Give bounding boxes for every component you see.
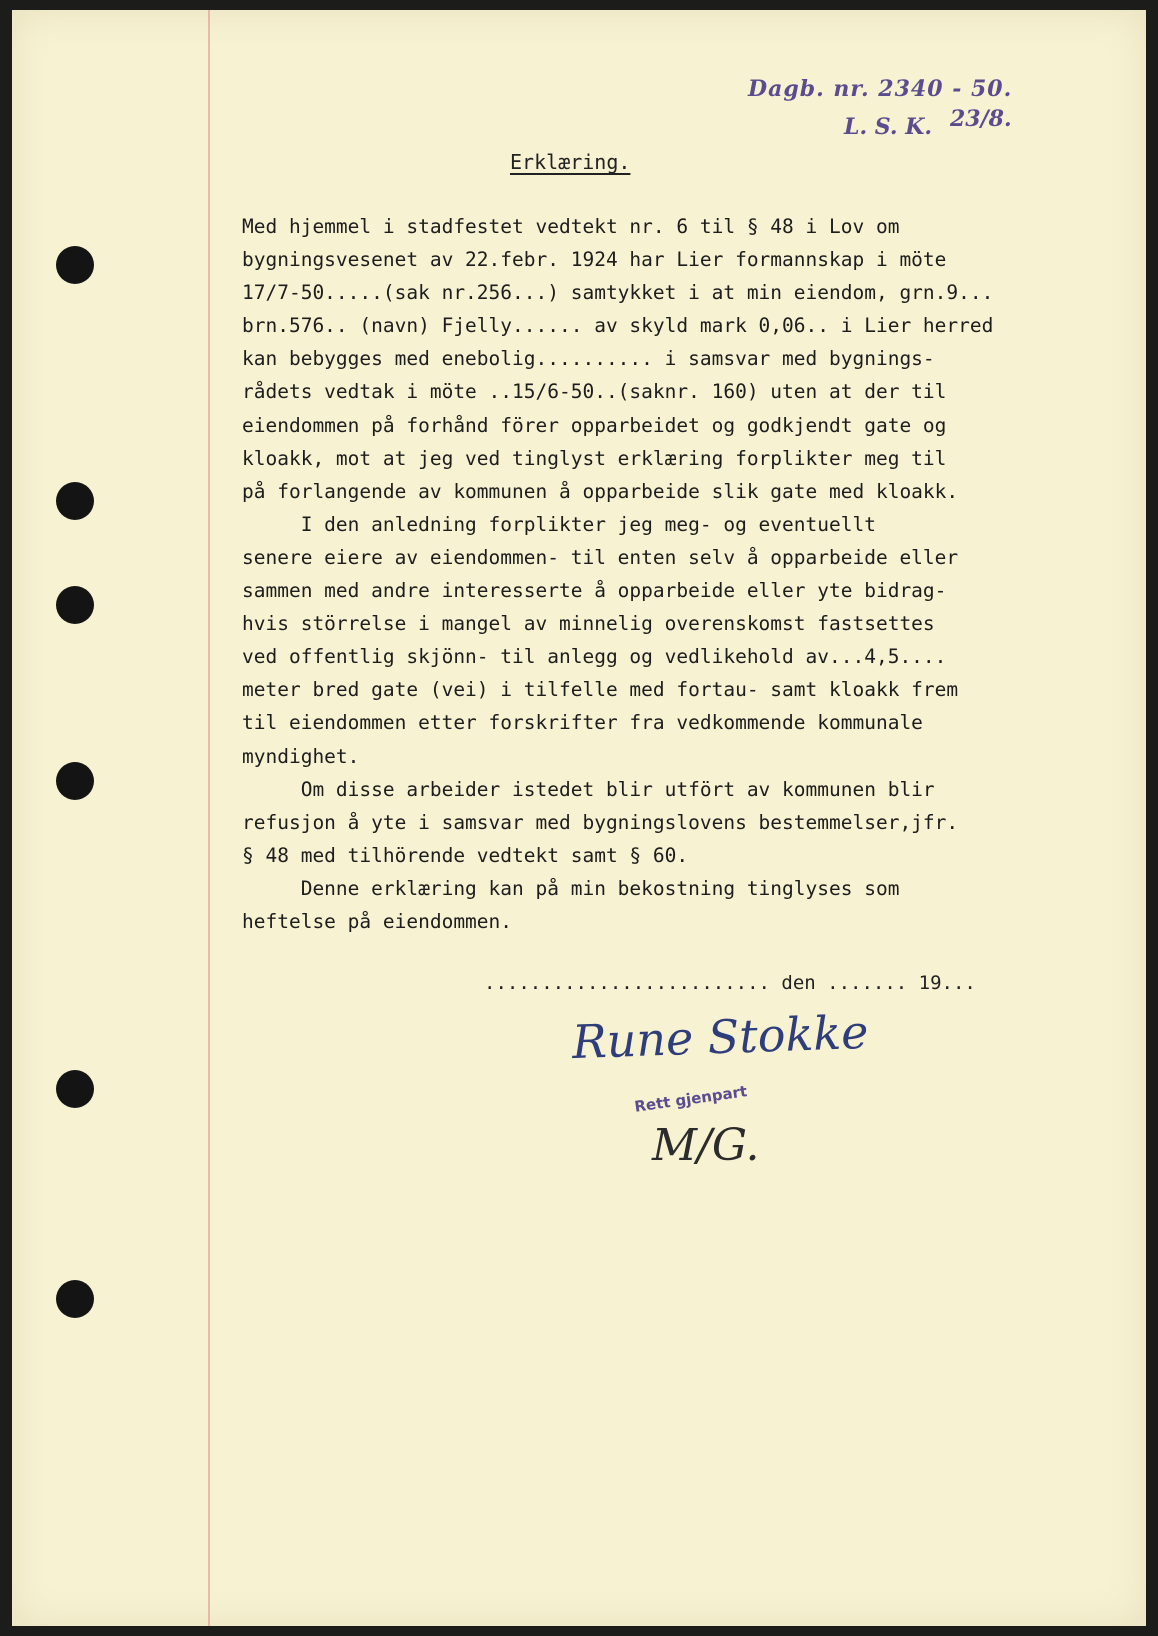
text-line: meter bred gate (vei) i tilfelle med fortau- samt kloakk frem xyxy=(242,678,959,702)
punch-hole xyxy=(56,482,94,520)
text-line: § 48 med tilhörende vedtekt samt § 60. xyxy=(242,843,689,867)
text-line: bygningsvesenet av 22.febr. 1924 har Lier formannskap i möte xyxy=(242,248,947,272)
punch-hole xyxy=(56,246,94,284)
text-line: Med hjemmel i stadfestet vedtekt nr. 6 til § 48 i Lov om xyxy=(242,215,900,238)
text-line: I den anledning forplikter jeg meg- og eventuellt xyxy=(242,512,876,536)
text-line: hvis störrelse i mangel av minnelig overenskomst fastsettes xyxy=(242,612,935,636)
document-title: Erklæring. xyxy=(510,150,631,174)
text-line: myndighet. xyxy=(242,744,360,768)
text-line: Om disse arbeider istedet blir utfört av kommunen blir xyxy=(242,777,935,801)
handwritten-signature: Rune Stokke xyxy=(571,1004,870,1070)
document-page xyxy=(12,10,1146,1626)
text-line: rådets vedtak i möte ..15/6-50..(saknr. 160) uten at der til xyxy=(242,380,947,404)
handwritten-initials: M/G. xyxy=(652,1120,760,1171)
text-line: ved offentlig skjönn- til anlegg og vedlikehold av...4,5.... xyxy=(242,645,947,669)
text-line: sammen med andre interesserte å opparbeide eller yte bidrag- xyxy=(242,579,947,603)
punch-hole xyxy=(56,1070,94,1108)
punch-hole xyxy=(56,762,94,800)
text-line: brn.576.. (navn) Fjelly...... av skyld mark 0,06.. i Lier herred xyxy=(242,314,994,338)
text-line: til eiendommen etter forskrifter fra vedkommende kommunale xyxy=(242,711,923,735)
text-line: heftelse på eiendommen. xyxy=(242,909,513,933)
punch-hole xyxy=(56,1280,94,1318)
punch-hole xyxy=(56,586,94,624)
text-line: på forlangende av kommunen å opparbeide slik gate med kloakk. xyxy=(242,479,959,503)
margin-rule xyxy=(208,10,210,1626)
date-line: ......................... den ....... 19... xyxy=(484,972,976,994)
text-line: refusjon å yte i samsvar med bygningslovens bestemmelser,jfr. xyxy=(242,810,959,834)
text-line: Denne erklæring kan på min bekostning tinglyses som xyxy=(242,876,900,900)
registry-stamp-office: L. S. K. xyxy=(844,114,932,140)
text-line: kan bebygges med enebolig.......... i samsvar med bygnings- xyxy=(242,347,935,371)
text-line: 17/7-50.....(sak nr.256...) samtykket i at min eiendom, grn.9... xyxy=(242,281,994,305)
text-line: eiendommen på forhånd förer opparbeidet og godkjendt gate og xyxy=(242,413,947,437)
registry-stamp-date: 23/8. xyxy=(950,106,1012,132)
copy-stamp: Rett gjenpart xyxy=(633,1082,749,1116)
text-line: senere eiere av eiendommen- til enten selv å opparbeide eller xyxy=(242,545,959,569)
text-line: kloakk, mot at jeg ved tinglyst erklæring forplikter meg til xyxy=(242,446,947,470)
declaration-body xyxy=(242,210,1122,938)
registry-stamp-number: Dagb. nr. 2340 - 50. xyxy=(748,76,1013,102)
